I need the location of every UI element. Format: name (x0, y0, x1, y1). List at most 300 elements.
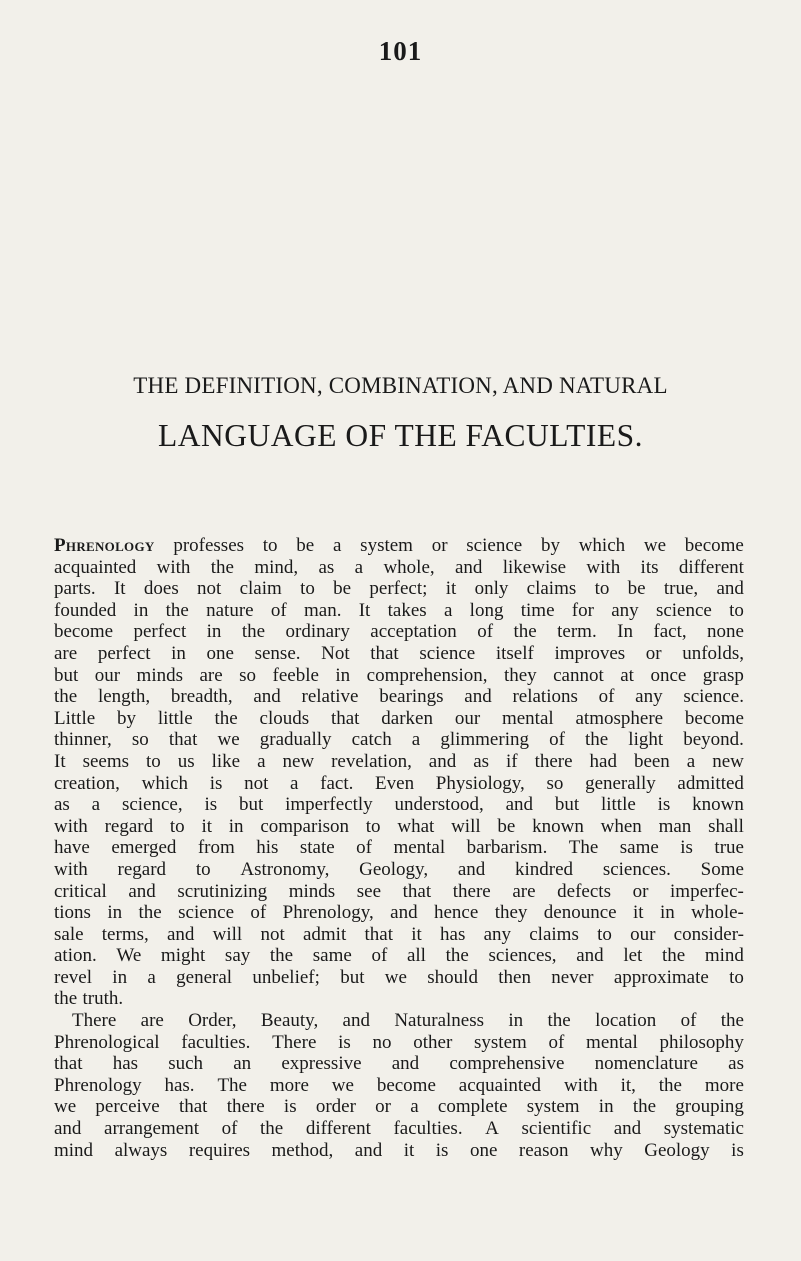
word: with (586, 556, 621, 578)
text-line (54, 708, 744, 730)
word: relations (512, 686, 578, 708)
word: once (650, 664, 687, 686)
word: of (477, 621, 494, 643)
word: revel (54, 966, 92, 988)
word: is (209, 772, 223, 794)
word: to (597, 923, 612, 945)
word: is (204, 794, 218, 816)
word: Naturalness (394, 1010, 485, 1032)
word: sciences. (602, 858, 671, 880)
word: Phrenological (54, 1031, 160, 1053)
word: is (680, 837, 693, 859)
word: not (197, 578, 222, 600)
text-line (54, 945, 744, 967)
word: it (445, 578, 457, 600)
word: had (589, 750, 617, 772)
word: from (197, 837, 235, 859)
word: is (338, 1031, 351, 1053)
word: are (140, 1010, 164, 1032)
word: critical (54, 880, 107, 902)
word: requires (188, 1139, 251, 1161)
text-line (54, 816, 744, 838)
word: barbarism. (466, 837, 548, 859)
word: minds (136, 664, 183, 686)
word: the (54, 686, 78, 708)
word: us (177, 750, 195, 772)
word: mind, (254, 556, 299, 578)
word: has. (164, 1074, 195, 1096)
word: mental (586, 1031, 638, 1053)
word: unfolds, (682, 642, 744, 664)
word: order (315, 1096, 356, 1118)
word: to (262, 535, 278, 556)
word: its (640, 556, 659, 578)
word: nature (206, 599, 254, 621)
word: so (546, 772, 564, 794)
word: term. (557, 621, 597, 643)
word: the (584, 729, 609, 751)
word: and (166, 923, 195, 945)
word: be (333, 578, 352, 600)
word: a (257, 750, 266, 772)
word: in (228, 815, 244, 837)
text-line (54, 643, 744, 665)
word: our (630, 923, 656, 945)
word: with (563, 1074, 598, 1096)
text-line (54, 988, 744, 1010)
word: Order, (188, 1010, 237, 1032)
word: of (221, 1118, 238, 1140)
word: faculties. (181, 1031, 251, 1053)
word: terms, (101, 923, 149, 945)
word: in (659, 902, 675, 924)
word: known (532, 815, 584, 837)
text-line (54, 794, 744, 816)
word: more (704, 1074, 744, 1096)
word: are (54, 642, 78, 664)
word: it (201, 815, 212, 837)
text-line (54, 729, 744, 751)
word: and (716, 578, 744, 600)
chapter-title-line-1: THE DEFINITION, COMBINATION, AND NATURAL (133, 373, 668, 398)
word: state (299, 837, 335, 859)
text-line (54, 1053, 744, 1075)
word: is (657, 794, 671, 816)
word: length, (97, 686, 151, 708)
word: none (707, 621, 744, 643)
word: does (143, 578, 179, 600)
word: or (645, 642, 662, 664)
chapter-title-line-2: LANGUAGE OF THE FACULTIES. (158, 418, 643, 453)
word: comparison (260, 815, 349, 837)
word: long (469, 599, 504, 621)
word: is (283, 1096, 297, 1118)
word: be (296, 535, 315, 556)
word: the (269, 945, 294, 967)
text-line (54, 557, 744, 579)
word: to (594, 578, 610, 600)
word: of (548, 1031, 565, 1053)
word: will (451, 815, 481, 837)
word: Geology, (359, 858, 429, 880)
word: defects (557, 880, 611, 902)
word: minds (288, 880, 336, 902)
word: perceive (95, 1096, 160, 1118)
word: kindred (515, 858, 574, 880)
word: which (141, 772, 189, 794)
word: the (214, 707, 238, 729)
word: a (411, 729, 421, 751)
word: by (116, 707, 136, 729)
word: regard (104, 815, 154, 837)
word: mind (704, 945, 744, 967)
word: breadth, (170, 686, 233, 708)
word: and (457, 858, 486, 880)
word: a (443, 599, 453, 621)
word: the (445, 945, 469, 967)
word: we (643, 535, 667, 556)
word: time (520, 599, 555, 621)
text-line (54, 578, 744, 600)
text-line (54, 924, 744, 946)
word: when (600, 815, 642, 837)
word: itself (495, 642, 534, 664)
word: perfect (133, 621, 187, 643)
word: imperfec- (670, 880, 744, 902)
word: relative (301, 686, 359, 708)
word: in (171, 642, 186, 664)
word: is (435, 1139, 449, 1161)
word: to (729, 599, 744, 621)
word: A (485, 1118, 499, 1140)
word: true (714, 837, 744, 859)
word: consider- (673, 923, 744, 945)
word: as (318, 556, 335, 578)
word: and (54, 1118, 82, 1140)
word: but (238, 794, 264, 816)
word: shall (708, 815, 744, 837)
word: the (210, 556, 234, 578)
word: one (206, 642, 234, 664)
text-line (54, 1032, 744, 1054)
word: one (469, 1139, 498, 1161)
word: tions (54, 902, 91, 924)
text-line (54, 600, 744, 622)
word: gradually (259, 729, 332, 751)
word: it, (620, 1074, 636, 1096)
word: it (633, 902, 644, 924)
word: different (678, 556, 744, 578)
word: little (600, 794, 636, 816)
word: mind (54, 1139, 94, 1161)
text-line (54, 859, 744, 881)
word: glimmering (440, 729, 529, 751)
word: known (692, 794, 744, 816)
word: Phrenology, (282, 902, 374, 924)
text-line (54, 1096, 744, 1118)
word: It (358, 599, 371, 621)
word: Geology (644, 1139, 710, 1161)
word: new (282, 750, 315, 772)
text-line (54, 1118, 744, 1140)
word: for (571, 599, 594, 621)
word: we (217, 729, 240, 751)
word: of (598, 686, 615, 708)
word: that (402, 880, 432, 902)
word: then (498, 966, 531, 988)
word: we (384, 966, 407, 988)
word: Little (54, 707, 96, 729)
word: a (354, 556, 364, 578)
text-line (54, 881, 744, 903)
word: Even (375, 772, 415, 794)
word: in (107, 902, 123, 924)
word: any (483, 923, 512, 945)
text-line (54, 535, 744, 557)
word: likewise (502, 556, 567, 578)
word: different (305, 1118, 371, 1140)
word: science (178, 902, 235, 924)
word: system (474, 1031, 527, 1053)
word: with (54, 858, 88, 880)
word: in (335, 664, 351, 686)
word: generally (585, 772, 656, 794)
word: scientific (521, 1118, 592, 1140)
word: any (635, 686, 663, 708)
word: the (661, 945, 686, 967)
word: but (554, 794, 580, 816)
word: that (370, 642, 399, 664)
word: claim (239, 578, 282, 600)
word: be (627, 578, 646, 600)
page-number: 101 (378, 36, 423, 66)
word: there (452, 880, 491, 902)
word: the (138, 902, 162, 924)
word: creation, (54, 772, 120, 794)
word: is (731, 1139, 744, 1161)
word: of (549, 729, 565, 751)
word: denounce (543, 902, 617, 924)
word: that (178, 1096, 208, 1118)
word: all (406, 945, 426, 967)
word: and (454, 556, 483, 578)
word: whole, (383, 556, 435, 578)
word: parts. (54, 578, 96, 600)
word: as (473, 750, 490, 772)
word: of (270, 599, 287, 621)
word: acceptation (370, 621, 457, 643)
word: faculties. (393, 1118, 463, 1140)
word: systematic (663, 1118, 744, 1140)
word: It (113, 578, 126, 600)
word: imperfectly (285, 794, 373, 816)
word: and (354, 1139, 383, 1161)
word: become (684, 535, 744, 556)
word: grasp (702, 664, 744, 686)
word: claims (529, 923, 579, 945)
word: expressive (281, 1053, 362, 1075)
word: like (211, 750, 241, 772)
word: perfect (97, 642, 151, 664)
word: emerged (111, 837, 177, 859)
word: to (729, 966, 744, 988)
word: sale (54, 923, 84, 945)
word: been (633, 750, 670, 772)
word: philosophy (659, 1031, 744, 1053)
word: they (494, 902, 528, 924)
word: ordinary (285, 621, 350, 643)
word: complete (437, 1096, 508, 1118)
word: as (54, 794, 70, 816)
word: beyond. (683, 729, 744, 751)
word: the (260, 1118, 284, 1140)
word: arrangement (104, 1118, 199, 1140)
word: no (372, 1031, 392, 1053)
word: There (72, 1010, 117, 1032)
word: Beauty, (260, 1010, 319, 1032)
word: The (568, 837, 599, 859)
word: Phrenology (54, 1074, 142, 1096)
word: or (431, 535, 448, 556)
word: of (250, 902, 267, 924)
word: fact, (653, 621, 687, 643)
word: with (54, 815, 88, 837)
word: see (356, 880, 382, 902)
word: any (611, 599, 639, 621)
word: and (505, 794, 533, 816)
word: atmosphere (575, 707, 664, 729)
word: or (375, 1096, 391, 1118)
word: of (371, 945, 388, 967)
word: say (224, 945, 251, 967)
word: science (419, 642, 476, 664)
word: our (94, 664, 121, 686)
word: have (54, 837, 90, 859)
word: are (199, 664, 223, 686)
word: that (168, 729, 198, 751)
word: and (428, 750, 457, 772)
word: and (128, 880, 156, 902)
word: science (466, 535, 523, 556)
word: such (168, 1053, 204, 1075)
word: which (578, 535, 626, 556)
word: method, (271, 1139, 334, 1161)
text-line (54, 902, 744, 924)
word: system (526, 1096, 580, 1118)
paragraph-1 (54, 535, 744, 1010)
word: nomenclature (594, 1053, 698, 1075)
word: and (576, 945, 604, 967)
word: to (300, 578, 315, 600)
word: understood, (394, 794, 484, 816)
word: become (684, 707, 744, 729)
word: There (272, 1031, 317, 1053)
text-line (54, 665, 744, 687)
word: and (342, 1010, 370, 1032)
word: in (508, 1010, 524, 1032)
word: takes (387, 599, 427, 621)
word: claims (526, 578, 577, 600)
word: and (253, 686, 281, 708)
word: little (157, 707, 193, 729)
word: man. (303, 599, 342, 621)
word: acquainted (458, 1074, 542, 1096)
word: Physiology, (435, 772, 525, 794)
word: true, (663, 578, 699, 600)
word: catch (351, 729, 392, 751)
word: not (244, 772, 269, 794)
word: seems (82, 750, 130, 772)
word: at (620, 664, 634, 686)
word: a (290, 772, 299, 794)
word: mental (501, 707, 554, 729)
lead-word: Phrenology (54, 535, 155, 556)
word: acquainted (54, 556, 137, 578)
word: it (403, 1139, 415, 1161)
word: that (364, 923, 393, 945)
word: sciences, (488, 945, 557, 967)
text-line (54, 967, 744, 989)
paragraph-2 (54, 1010, 744, 1161)
word: always (114, 1139, 168, 1161)
word: to (365, 815, 381, 837)
word: new (712, 750, 744, 772)
word: science, (121, 794, 183, 816)
word: the (54, 988, 78, 1010)
text-line (54, 686, 744, 708)
word: sense. (254, 642, 301, 664)
word: will (212, 923, 243, 945)
word: to (195, 858, 211, 880)
word: by (540, 535, 560, 556)
word: the (658, 1074, 682, 1096)
word: and (464, 686, 492, 708)
word: whole- (691, 902, 744, 924)
word: we (54, 1096, 77, 1118)
word: darken (381, 707, 433, 729)
word: are (512, 880, 536, 902)
text-line (54, 1140, 744, 1162)
word: so (239, 664, 257, 686)
word: a (332, 535, 342, 556)
word: revelation, (331, 750, 412, 772)
word: a (147, 966, 156, 988)
word: mental (393, 837, 446, 859)
word: but (340, 966, 365, 988)
word: general (176, 966, 233, 988)
word: clouds (259, 707, 310, 729)
word: the (720, 1010, 744, 1032)
word: a (91, 794, 101, 816)
word: professes (173, 535, 245, 556)
word: has (440, 923, 466, 945)
word: location (595, 1010, 657, 1032)
word: same (312, 945, 352, 967)
word: why (590, 1139, 623, 1161)
word: We (116, 945, 142, 967)
word: thinner, (54, 729, 112, 751)
word: as (728, 1053, 744, 1075)
word: the (547, 1010, 571, 1032)
word: so (131, 729, 149, 751)
word: that (54, 1053, 83, 1075)
word: not (260, 923, 285, 945)
word: comprehension, (366, 664, 488, 686)
word: more (269, 1074, 309, 1096)
word: in (206, 621, 222, 643)
word: in (133, 599, 149, 621)
word: and (391, 1053, 420, 1075)
